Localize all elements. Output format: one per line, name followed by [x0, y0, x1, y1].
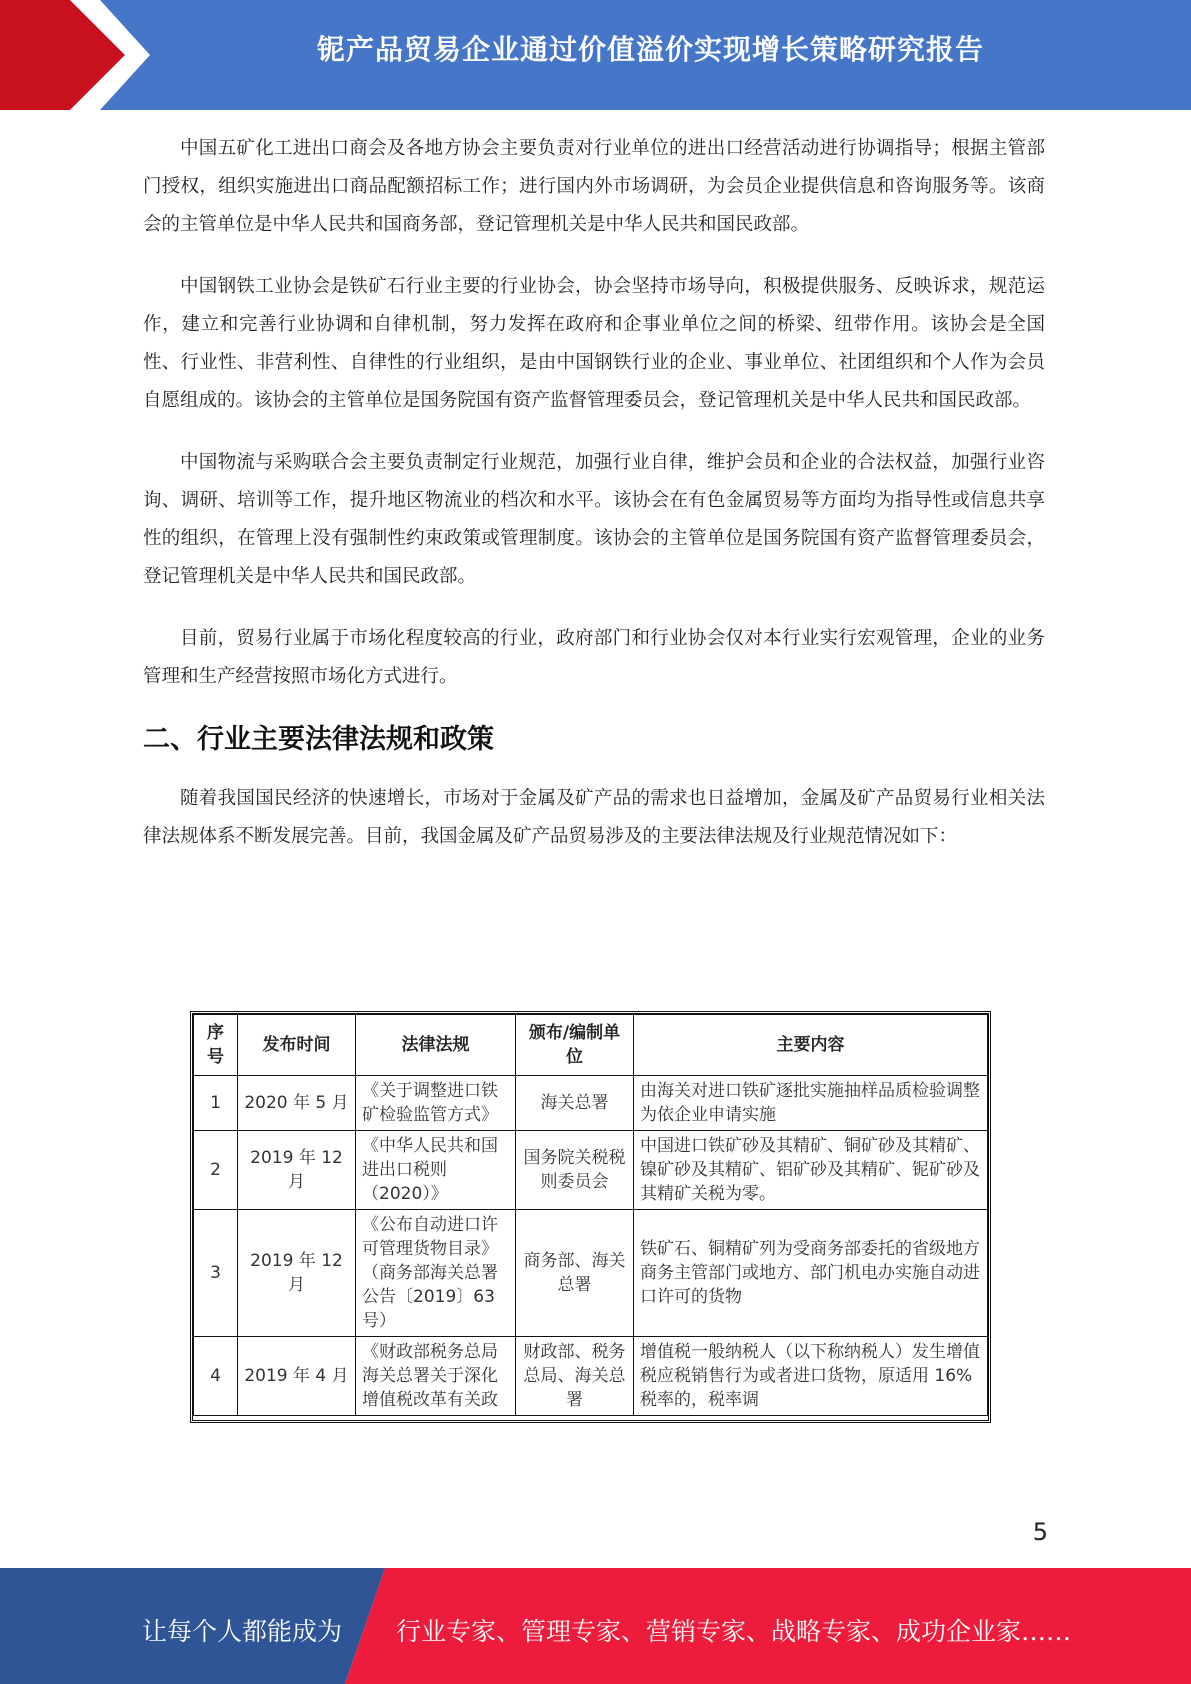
table-row	[194, 1210, 988, 1337]
cell-content: 铁矿石、铜精矿列为受商务部委托的省级地方商务主管部门或地方、部门机电办实施自动进口许可的货物	[634, 1210, 988, 1337]
footer-slogan-left: 让每个人都能成为	[142, 1617, 343, 1646]
header-issuer: 颁布/编制单位	[516, 1015, 634, 1076]
header-date: 发布时间	[238, 1015, 356, 1076]
laws-table	[193, 1014, 988, 1416]
main-content	[143, 130, 1045, 880]
cell-serial: 3	[194, 1210, 238, 1337]
paragraph-market-regulation: 目前，贸易行业属于市场化程度较高的行业，政府部门和行业协会仅对本行业实行宏观管理，企业的业务管理和生产经营按照市场化方式进行。	[143, 628, 1045, 687]
footer-slogan-right: 行业专家、管理专家、营销专家、战略专家、成功企业家……	[396, 1617, 1072, 1646]
report-title: 铌产品贸易企业通过价值溢价实现增长策略研究报告	[316, 33, 984, 66]
paragraph-steel-association: 中国钢铁工业协会是铁矿石行业主要的行业协会，协会坚持市场导向，积极提供服务、反映诉求，规范运作，建立和完善行业协调和自律机制，努力发挥在政府和企事业单位之间的桥梁、纽带作用。该协会是全国性、行业性、非营利性、自律性的行业组织，是由中国钢铁行业的企业、事业单位、社团组织和个人作为会员自愿组成的。该协会的主管单位是国务院国有资产监督管理委员会，登记管理机关是中华人民共和国民政部。	[143, 276, 1045, 411]
paragraph-minmetals-chamber: 中国五矿化工进出口商会及各地方协会主要负责对行业单位的进出口经营活动进行协调指导；根据主管部门授权，组织实施进出口商品配额招标工作；进行国内外市场调研，为会员企业提供信息和咨询服务等。该商会的主管单位是中华人民共和国商务部，登记管理机关是中华人民共和国民政部。	[143, 138, 1045, 235]
laws-table-container	[190, 1011, 991, 1423]
table-row	[194, 1076, 988, 1131]
cell-law: 《公布自动进口许可管理货物目录》（商务部海关总署公告〔2019〕63号）	[356, 1210, 516, 1337]
table-row	[194, 1131, 988, 1210]
page-header	[0, 0, 1191, 110]
header-serial: 序号	[194, 1015, 238, 1076]
cell-law: 《关于调整进口铁矿检验监管方式》	[356, 1076, 516, 1131]
header-law: 法律法规	[356, 1015, 516, 1076]
page-footer	[0, 1568, 1191, 1684]
page-number: 5	[1032, 1518, 1048, 1546]
cell-content: 由海关对进口铁矿逐批实施抽样品质检验调整为依企业申请实施	[634, 1076, 988, 1131]
cell-serial: 2	[194, 1131, 238, 1210]
paragraph-laws-intro: 随着我国国民经济的快速增长，市场对于金属及矿产品的需求也日益增加，金属及矿产品贸易行业相关法律法规体系不断发展完善。目前，我国金属及矿产品贸易涉及的主要法律法规及行业规范情况如下：	[143, 788, 1045, 847]
cell-content: 增值税一般纳税人（以下称纳税人）发生增值税应税销售行为或者进口货物，原适用 16%税率的，税率调	[634, 1337, 988, 1416]
paragraph-logistics-federation: 中国物流与采购联合会主要负责制定行业规范，加强行业自律，维护会员和企业的合法权益，加强行业咨询、调研、培训等工作，提升地区物流业的档次和水平。该协会在有色金属贸易等方面均为指导性或信息共享性的组织，在管理上没有强制性约束政策或管理制度。该协会的主管单位是国务院国有资产监督管理委员会，登记管理机关是中华人民共和国民政部。	[143, 452, 1045, 587]
header-content: 主要内容	[634, 1015, 988, 1076]
cell-issuer: 商务部、海关总署	[516, 1210, 634, 1337]
cell-issuer: 财政部、税务总局、海关总署	[516, 1337, 634, 1416]
cell-content: 中国进口铁矿砂及其精矿、铜矿砂及其精矿、镍矿砂及其精矿、铝矿砂及其精矿、铌矿砂及其精矿关税为零。	[634, 1131, 988, 1210]
table-header-row	[194, 1015, 988, 1076]
cell-law: 《中华人民共和国进出口税则（2020）》	[356, 1131, 516, 1210]
cell-date: 2019 年 4 月	[238, 1337, 356, 1416]
cell-date: 2020 年 5 月	[238, 1076, 356, 1131]
table-row	[194, 1337, 988, 1416]
cell-date: 2019 年 12 月	[238, 1131, 356, 1210]
cell-law: 《财政部税务总局海关总署关于深化增值税改革有关政	[356, 1337, 516, 1416]
cell-serial: 4	[194, 1337, 238, 1416]
section-heading-laws: 二、行业主要法律法规和政策	[143, 724, 494, 755]
cell-issuer: 海关总署	[516, 1076, 634, 1131]
cell-serial: 1	[194, 1076, 238, 1131]
cell-issuer: 国务院关税税则委员会	[516, 1131, 634, 1210]
cell-date: 2019 年 12 月	[238, 1210, 356, 1337]
